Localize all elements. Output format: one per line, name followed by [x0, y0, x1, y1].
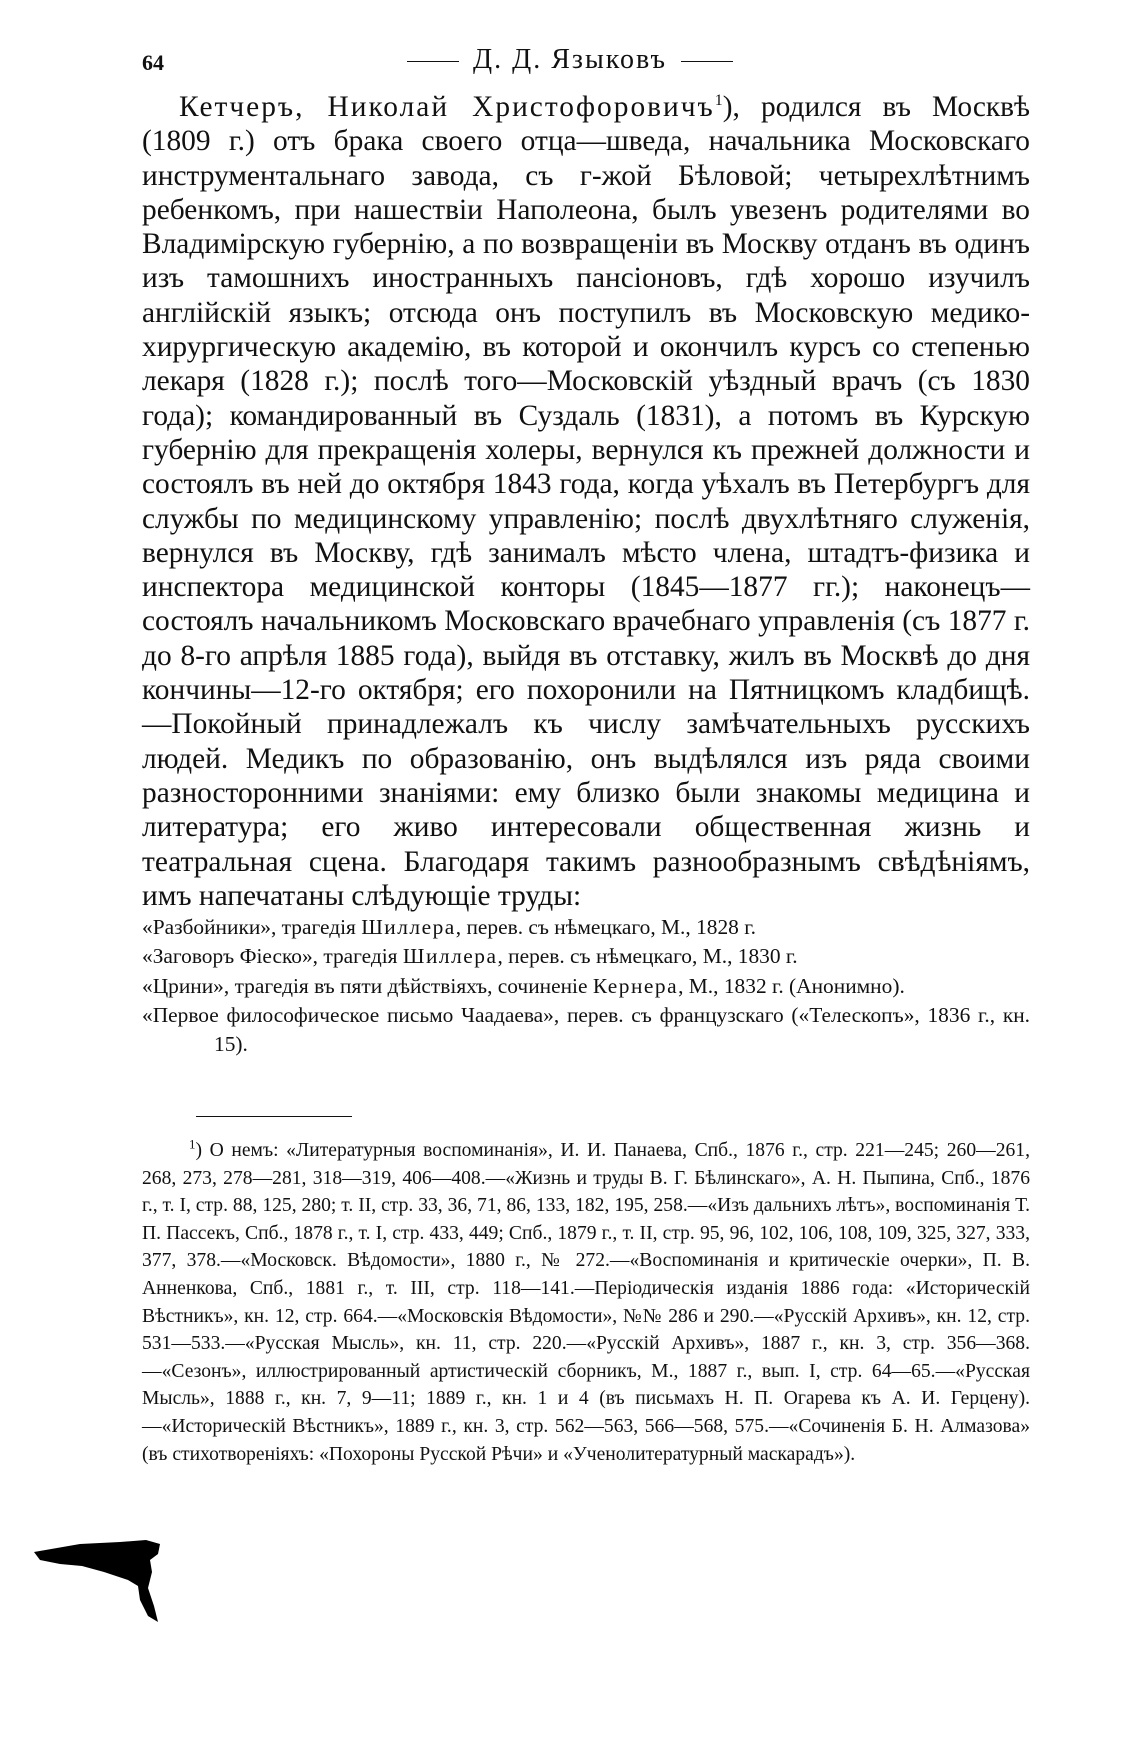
ink-blot-mark [0, 1510, 200, 1630]
right-dash [681, 61, 733, 62]
work-item [142, 942, 1030, 971]
work-item-text: «Заговоръ Фіеско», трагедія [142, 944, 403, 969]
footnote-reference: 1 [714, 92, 723, 110]
left-dash [407, 61, 459, 62]
work-author: Шиллера [361, 915, 456, 939]
work-item-tail: , перев. съ нѣмецкаго, М., 1830 г. [497, 944, 798, 969]
work-item [142, 972, 1030, 1001]
running-head [0, 44, 1140, 76]
footnote [142, 1137, 1030, 1468]
running-head-title: Д. Д. Языковъ [473, 44, 667, 75]
works-list [142, 913, 1030, 1059]
work-item [142, 1001, 1030, 1060]
footnote-mark: 1 [189, 1136, 196, 1152]
work-item-text: «Црини», трагедія въ пяти дѣйствіяхъ, сочиненіе [142, 973, 593, 998]
work-item-text: «Первое философическое письмо Чаадаева», перев. съ французскаго («Телескопъ», 1836 г., кн. 15). [142, 1002, 1030, 1057]
footnote-separator [196, 1116, 352, 1117]
entry-name: Кетчеръ, Николай Христофоровичъ [179, 91, 715, 123]
work-item [142, 913, 1030, 942]
work-item-tail: , М., 1832 г. (Анонимно). [678, 973, 905, 998]
page-number: 64 [142, 50, 164, 75]
footnote-text: ) О немъ: «Литературныя воспоминанія», И. И. Панаева, Спб., 1876 г., стр. 221—245; 260—261, 268, 273, 278—281, 318—319, 406—408.—«Жизнь и труды В. Г. Бѣлинскаго», А. Н. Пыпина, Спб., 1876 г., т. I, стр. 88, 125, 280; т. II, стр. 33, 36, 71, 86, 133, 182, 195, 258.—«Изъ дальнихъ лѣтъ», воспоминанія Т. П. Пассекъ, Спб., 1878 г., т. I, стр. 433, 449; Спб., 1879 г., т. II, стр. 95, 96, 102, 106, 108, 109, 325, 327, 333, 377, 378.—«Московск. Вѣдомости», 1880 г., № 272.—«Воспоминанія и критическіе очерки», П. В. Анненкова, Спб., 1881 г., т. III, стр. 118—141.—Періодическія изданія 1886 года: «Историческій Вѣстникъ», кн. 12, стр. 664.—«Московскія Вѣдомости», №№ 286 и 290.—«Русскій Архивъ», кн. 12, стр. 531—533.—«Русская Мысль», кн. 11, стр. 220.—«Русскій Архивъ», 1887 г., кн. 3, стр. 356—368.—«Сезонъ», иллюстрированный артистическій сборникъ, М., 1887 г., вып. I, стр. 64—65.—«Русская Мысль», 1888 г., кн. 7, 9—11; 1889 г., кн. 1 и 4 (въ письмахъ Н. П. Огарева къ А. И. Герцену).—«Историческій Вѣстникъ», 1889 г., кн. 3, стр. 562—563, 566—568, 575.—«Сочиненія Б. Н. Алмазова» (въ стихотвореніяхъ: «Похороны Русской Рѣчи» и «Ученолитературный маскарадъ»). [142, 1140, 1030, 1465]
work-author: Шиллера [402, 944, 498, 969]
work-item-text: «Разбойники», трагедія [142, 915, 362, 939]
work-author: Кернера [592, 973, 679, 998]
entry-paragraph [142, 90, 1030, 913]
entry-text: ), родился въ Москвѣ (1809 г.) отъ брака своего отца—шведа, начальника Московскаго инструментальнаго завода, съ г-жой Бѣловой; четырехлѣтнимъ ребенкомъ, при нашествіи Наполеона, былъ увезенъ родителями во Владимірскую губернію, а по возвращеніи въ Москву отданъ въ одинъ изъ тамошнихъ иностранныхъ пансіоновъ, гдѣ хорошо изучилъ англійскій языкъ; отсюда онъ поступилъ въ Московскую медико-хирургическую академію, въ которой и окончилъ курсъ со степенью лекаря (1828 г.); послѣ того—Московскій уѣздный врачъ (съ 1830 года); командированный въ Суздаль (1831), а потомъ въ Курскую губернію для прекращенія холеры, вернулся къ прежней должности и состоялъ въ ней до октября 1843 года, когда уѣхалъ въ Петербургъ для службы по медицинскому управленію; послѣ двухлѣтняго служенія, вернулся въ Москву, гдѣ занималъ мѣсто члена, штадтъ-физика и инспектора медицинской конторы (1845—1877 гг.); наконецъ—состоялъ начальникомъ Московскаго врачебнаго управленія (съ 1877 г. до 8-го апрѣля 1885 года), выйдя въ отставку, жилъ въ Москвѣ до дня кончины—12-го октября; его похоронили на Пятницкомъ кладбищѣ.—Покойный принадлежалъ къ числу замѣчательныхъ русскихъ людей. Медикъ по образованію, онъ выдѣлялся изъ ряда своими разносторонними знаніями: ему близко были знакомы медицина и литература; его живо интересовали общественная жизнь и театральная сцена. Благодаря такимъ разнообразнымъ свѣдѣніямъ, имъ напечатаны слѣдующіе труды: [142, 91, 1031, 912]
work-item-tail: , перев. съ нѣмецкаго, М., 1828 г. [455, 915, 756, 939]
